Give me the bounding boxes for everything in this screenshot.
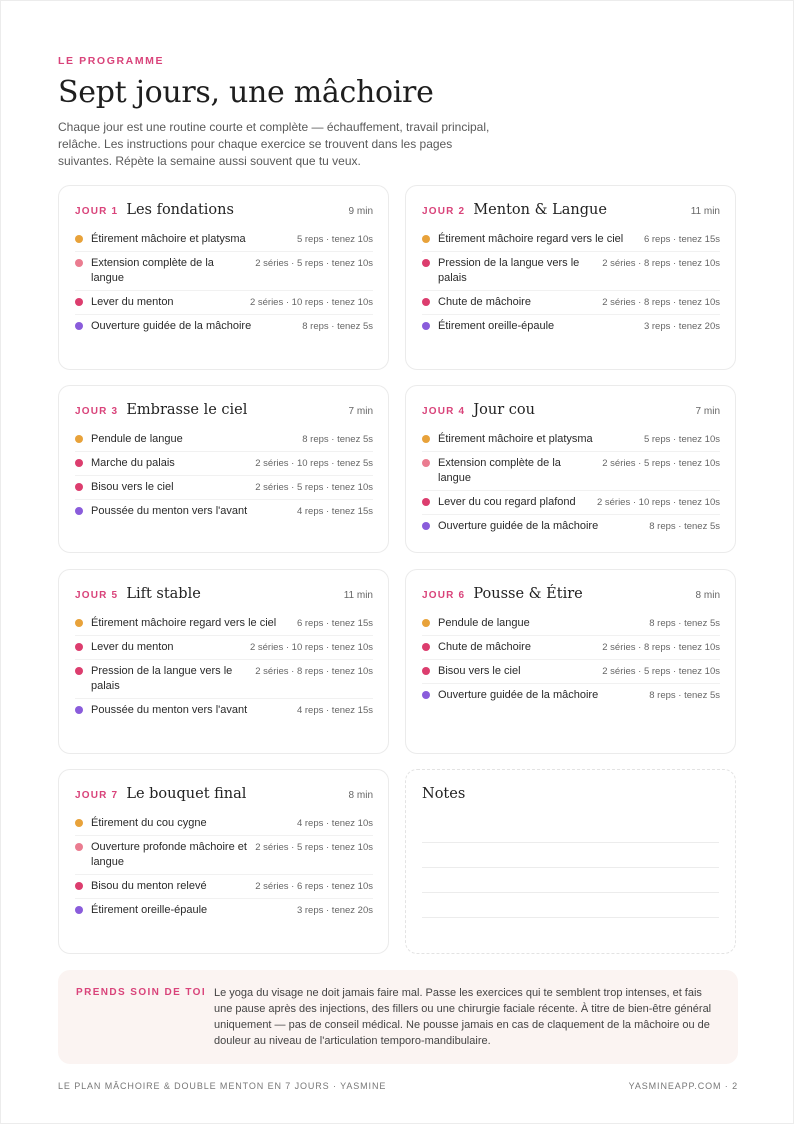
day-card: [58, 569, 389, 754]
exercise-row: [422, 228, 720, 252]
category-dot-icon: [75, 235, 83, 243]
exercise-reps: 6 reps · tenez 15s: [296, 618, 373, 629]
category-dot-icon: [75, 259, 83, 267]
exercise-name: Lever du menton: [91, 641, 174, 653]
exercise-reps: 2 séries · 10 reps · tenez 10s: [596, 497, 720, 508]
exercise-name: Ouverture profonde mâchoire et langue: [91, 841, 247, 868]
exercise-reps: 4 reps · tenez 10s: [296, 818, 373, 829]
exercise-row: [422, 636, 720, 660]
category-dot-icon: [75, 667, 83, 675]
category-dot-icon: [422, 259, 430, 267]
exercise-list: [75, 612, 373, 722]
exercise-list: [75, 228, 373, 338]
category-dot-icon: [75, 706, 83, 714]
exercise-reps: 2 séries · 8 reps · tenez 10s: [602, 297, 720, 308]
day-card-header: [422, 402, 720, 424]
exercise-row: [75, 660, 373, 699]
category-dot-icon: [422, 498, 430, 506]
exercise-row: [422, 491, 720, 515]
exercise-reps: 8 reps · tenez 5s: [302, 434, 373, 445]
section-eyebrow: LE PROGRAMME: [58, 55, 165, 67]
day-card: [58, 385, 389, 553]
exercise-reps: 8 reps · tenez 5s: [302, 321, 373, 332]
day-card-header: [75, 786, 373, 808]
note-line: [422, 868, 719, 893]
exercise-reps: 2 séries · 5 reps · tenez 10s: [602, 666, 720, 677]
day-duration: 11 min: [690, 206, 720, 217]
exercise-row: [75, 500, 373, 523]
category-dot-icon: [75, 906, 83, 914]
exercise-row: [75, 899, 373, 922]
exercise-reps: 8 reps · tenez 5s: [649, 521, 720, 532]
category-dot-icon: [422, 235, 430, 243]
category-dot-icon: [422, 322, 430, 330]
day-card: [405, 185, 736, 370]
day-title: Pousse & Étire: [473, 586, 583, 602]
exercise-name: Étirement oreille-épaule: [91, 904, 208, 916]
exercise-row: [75, 291, 373, 315]
exercise-reps: 3 reps · tenez 20s: [296, 905, 373, 916]
day-title: Menton & Langue: [473, 202, 607, 218]
day-label: JOUR 2: [422, 206, 466, 217]
exercise-row: [75, 228, 373, 252]
exercise-reps: 2 séries · 5 reps · tenez 10s: [255, 482, 373, 493]
exercise-name: Lever du cou regard plafond: [438, 496, 576, 508]
exercise-name: Étirement oreille-épaule: [438, 320, 555, 332]
day-duration: 11 min: [343, 590, 373, 601]
exercise-row: [75, 476, 373, 500]
exercise-reps: 6 reps · tenez 15s: [643, 234, 720, 245]
day-title: Les fondations: [126, 202, 234, 218]
note-line: [422, 818, 719, 843]
exercise-list: [422, 428, 720, 538]
exercise-reps: 2 séries · 5 reps · tenez 10s: [602, 458, 720, 469]
exercise-reps: 2 séries · 10 reps · tenez 10s: [249, 642, 373, 653]
exercise-name: Étirement mâchoire et platysma: [91, 233, 246, 245]
category-dot-icon: [75, 322, 83, 330]
day-card-header: [75, 402, 373, 424]
category-dot-icon: [422, 619, 430, 627]
category-dot-icon: [75, 819, 83, 827]
exercise-name: Ouverture guidée de la mâchoire: [438, 689, 599, 701]
notes-title: Notes: [422, 786, 466, 802]
exercise-reps: 2 séries · 8 reps · tenez 10s: [602, 258, 720, 269]
day-label: JOUR 6: [422, 590, 466, 601]
exercise-row: [75, 612, 373, 636]
exercise-row: [422, 428, 720, 452]
day-card-header: [422, 202, 720, 224]
day-title: Lift stable: [126, 586, 201, 602]
day-label: JOUR 3: [75, 406, 119, 417]
category-dot-icon: [422, 298, 430, 306]
exercise-row: [422, 612, 720, 636]
exercise-name: Ouverture guidée de la mâchoire: [438, 520, 599, 532]
day-card-header: [75, 586, 373, 608]
exercise-row: [75, 836, 373, 875]
exercise-row: [75, 875, 373, 899]
category-dot-icon: [75, 459, 83, 467]
exercise-reps: 2 séries · 8 reps · tenez 10s: [255, 666, 373, 677]
page-title: Sept jours, une mâchoire: [58, 75, 434, 110]
exercise-row: [422, 252, 720, 291]
care-text: Le yoga du visage ne doit jamais faire mal. Passe les exercices qui te semblent trop intenses, et fais une pause après des injections, des fillers ou une chirurgie faciale récente. À titre de bien-être général uniquement — pas de conseil médical. Ne pousse jamais en cas de claquement de la mâchoire ou de douleur au niveau de l'articulation temporo-mandibulaire.: [214, 987, 712, 1047]
day-title: Embrasse le ciel: [126, 402, 248, 418]
day-duration: 7 min: [695, 406, 720, 417]
category-dot-icon: [422, 691, 430, 699]
exercise-row: [75, 428, 373, 452]
exercise-reps: 2 séries · 6 reps · tenez 10s: [255, 881, 373, 892]
day-duration: 7 min: [348, 406, 373, 417]
exercise-row: [75, 699, 373, 722]
day-card: [405, 385, 736, 553]
exercise-name: Marche du palais: [91, 457, 175, 469]
exercise-name: Bisou du menton relevé: [91, 880, 207, 892]
day-duration: 8 min: [348, 790, 373, 801]
exercise-name: Chute de mâchoire: [438, 296, 531, 308]
category-dot-icon: [422, 459, 430, 467]
exercise-reps: 8 reps · tenez 5s: [649, 690, 720, 701]
exercise-name: Pendule de langue: [91, 433, 183, 445]
exercise-reps: 2 séries · 8 reps · tenez 10s: [602, 642, 720, 653]
exercise-reps: 5 reps · tenez 10s: [643, 434, 720, 445]
day-duration: 9 min: [348, 206, 373, 217]
exercise-name: Étirement mâchoire et platysma: [438, 433, 593, 445]
exercise-name: Étirement du cou cygne: [91, 817, 207, 829]
exercise-row: [75, 812, 373, 836]
exercise-list: [422, 612, 720, 707]
exercise-row: [422, 684, 720, 707]
category-dot-icon: [75, 643, 83, 651]
exercise-name: Étirement mâchoire regard vers le ciel: [91, 617, 277, 629]
exercise-name: Pression de la langue vers le palais: [438, 257, 580, 284]
exercise-list: [422, 228, 720, 338]
exercise-name: Bisou vers le ciel: [91, 481, 174, 493]
day-duration: 8 min: [695, 590, 720, 601]
day-title: Le bouquet final: [126, 786, 247, 802]
exercise-name: Étirement mâchoire regard vers le ciel: [438, 233, 624, 245]
day-label: JOUR 1: [75, 206, 119, 217]
exercise-row: [75, 452, 373, 476]
care-label: PRENDS SOIN DE TOI: [76, 987, 207, 998]
exercise-name: Pression de la langue vers le palais: [91, 665, 233, 692]
exercise-row: [75, 315, 373, 338]
exercise-reps: 2 séries · 5 reps · tenez 10s: [255, 258, 373, 269]
exercise-list: [75, 812, 373, 922]
exercise-name: Pendule de langue: [438, 617, 530, 629]
exercise-row: [422, 660, 720, 684]
footer-page: YASMINEAPP.COM · 2: [628, 1081, 738, 1091]
category-dot-icon: [75, 843, 83, 851]
exercise-name: Poussée du menton vers l'avant: [91, 704, 248, 716]
category-dot-icon: [422, 435, 430, 443]
category-dot-icon: [422, 522, 430, 530]
intro-text: Chaque jour est une routine courte et complète — échauffement, travail principal, relâche. Les instructions pour chaque exercice se trouvent dans les pages suivantes. Répète la semaine aussi souvent que tu veux.: [58, 120, 490, 168]
category-dot-icon: [75, 483, 83, 491]
day-title: Jour cou: [473, 402, 535, 418]
footer: [58, 1081, 738, 1091]
exercise-reps: 3 reps · tenez 20s: [643, 321, 720, 332]
category-dot-icon: [422, 643, 430, 651]
exercise-row: [422, 315, 720, 338]
note-line: [422, 893, 719, 918]
day-card: [58, 185, 389, 370]
exercise-row: [422, 291, 720, 315]
exercise-name: Poussée du menton vers l'avant: [91, 505, 248, 517]
exercise-reps: 5 reps · tenez 10s: [296, 234, 373, 245]
notes-card: [405, 769, 736, 954]
exercise-reps: 4 reps · tenez 15s: [296, 705, 373, 716]
category-dot-icon: [75, 298, 83, 306]
exercise-reps: 4 reps · tenez 15s: [296, 506, 373, 517]
exercise-name: Extension complète de la langue: [91, 257, 214, 284]
note-line: [422, 843, 719, 868]
exercise-reps: 2 séries · 5 reps · tenez 10s: [255, 842, 373, 853]
category-dot-icon: [75, 882, 83, 890]
footer-title: LE PLAN MÂCHOIRE & DOUBLE MENTON EN 7 JOURS · YASMINE: [58, 1081, 387, 1091]
exercise-name: Extension complète de la langue: [438, 457, 561, 484]
category-dot-icon: [75, 435, 83, 443]
day-label: JOUR 7: [75, 790, 119, 801]
exercise-row: [422, 452, 720, 491]
exercise-reps: 2 séries · 10 reps · tenez 10s: [249, 297, 373, 308]
category-dot-icon: [75, 507, 83, 515]
exercise-reps: 8 reps · tenez 5s: [649, 618, 720, 629]
exercise-name: Chute de mâchoire: [438, 641, 531, 653]
exercise-row: [422, 515, 720, 538]
category-dot-icon: [75, 619, 83, 627]
exercise-row: [75, 636, 373, 660]
exercise-row: [75, 252, 373, 291]
category-dot-icon: [422, 667, 430, 675]
exercise-list: [75, 428, 373, 523]
day-label: JOUR 4: [422, 406, 466, 417]
day-card-header: [422, 586, 720, 608]
exercise-name: Bisou vers le ciel: [438, 665, 521, 677]
day-card: [405, 569, 736, 754]
care-callout: [58, 970, 738, 1064]
exercise-name: Lever du menton: [91, 296, 174, 308]
exercise-name: Ouverture guidée de la mâchoire: [91, 320, 252, 332]
day-label: JOUR 5: [75, 590, 119, 601]
day-card-header: [75, 202, 373, 224]
exercise-reps: 2 séries · 10 reps · tenez 5s: [255, 458, 373, 469]
day-card: [58, 769, 389, 954]
